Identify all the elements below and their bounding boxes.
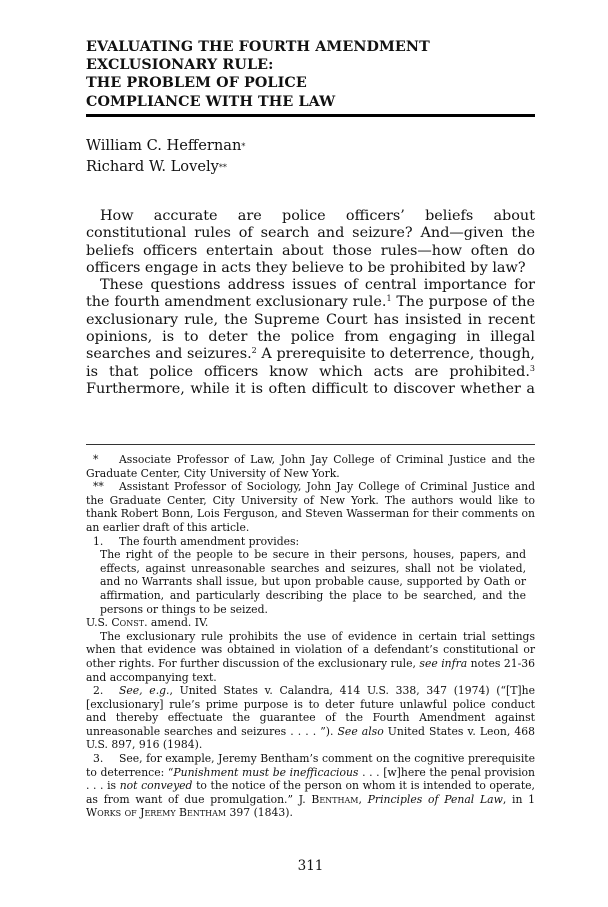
title-line: EXCLUSIONARY RULE: xyxy=(86,57,274,74)
footnote-mark: * xyxy=(93,453,99,466)
footnote-author-2 xyxy=(86,480,535,534)
footnote-text: . . . [w]here the penal provision . . . is xyxy=(86,765,536,793)
footnote-mark: 2. xyxy=(93,684,104,698)
author-name: Richard W. Lovely xyxy=(86,158,219,175)
footnote-author-1 xyxy=(86,453,535,480)
footnote-text: 397 (1843). xyxy=(226,806,293,820)
footnote-1 xyxy=(86,535,535,549)
paragraph-text: These questions address issues of central importance for the fourth amendment exclusionary rule. xyxy=(86,277,535,311)
footnote-text: notes 21-36 and accompanying text. xyxy=(86,656,535,684)
footnote-divider xyxy=(86,444,535,445)
author-list xyxy=(86,136,245,178)
citation xyxy=(86,616,535,630)
footnote-mark: 1. xyxy=(93,534,104,548)
citation-text: . amend. IV. xyxy=(144,616,209,630)
author xyxy=(86,157,245,178)
footnote-mark: 3. xyxy=(93,752,104,766)
footnote-ref[interactable]: 1 xyxy=(386,294,392,304)
block-quote: The right of the people to be secure in their persons, houses, papers, and effects, against unreasonable searches and seizures, shall not be violated, and no Warrants shall issue, but upon probable cause, supported by Oath or affirmation, and particularly describing the place to be searched, and the persons or things to be seized. xyxy=(100,548,526,616)
title-line: COMPLIANCE WITH THE LAW xyxy=(86,93,336,110)
author xyxy=(86,136,245,157)
author-footnote-mark: ** xyxy=(218,163,227,172)
paragraph-text: A prerequisite to deterrence, though, is that police officers know which acts are prohibited. xyxy=(86,346,535,380)
footnote-italic: see infra xyxy=(419,656,468,670)
footnote-text: The exclusionary rule prohibits the use of evidence in certain trial settings when that evidence was obtained in violation of a defendant’s constitutional or other rights. For further discussion of the exclusionary rule, xyxy=(86,629,535,670)
footnote-ref[interactable]: 2 xyxy=(251,346,257,356)
citation-text: U.S. xyxy=(86,616,112,630)
footnote-text: , United States v. Calandra, 414 U.S. 338, 347 (1974) (“[T]he [exclusionary] rule’s prime purpose is to deter future unlawful police conduct and thereby effectuate the guarantee of the Fourth Amendment against unreasonable searches and seizures . . . . ”). xyxy=(86,684,535,738)
footnote-italic: not conveyed xyxy=(119,779,193,793)
footnote-text: United States v. Leon, 468 U.S. 897, 916 (1984). xyxy=(86,724,535,752)
footnote-text: Assistant Professor of Sociology, John Jay College of Criminal Justice and the Graduate Center, City University of New York. The authors would like to thank Robert Bonn, Lois Ferguson, and Steven Wasserman for their comments on an earlier draft of this article. xyxy=(86,480,535,534)
title-line: EVALUATING THE FOURTH AMENDMENT xyxy=(86,39,430,55)
author-name: William C. Heffernan xyxy=(86,137,242,154)
footnote-italic: Principles of Penal Law xyxy=(367,792,503,806)
title-line: THE PROBLEM OF POLICE xyxy=(86,75,307,92)
title-divider xyxy=(86,114,535,117)
paragraph: How accurate are police officers’ beliefs about constitutional rules of search and seizure? And—given the beliefs officers entertain about those rules—how often do officers engage in acts they believe to be prohibited by law? xyxy=(86,208,535,276)
article-title xyxy=(86,38,537,111)
footnote-1-continued xyxy=(86,630,535,684)
footnote-text: to the notice of the person on whom it is intended to operate, as from want of due promulgation.” J. xyxy=(86,779,535,806)
footnotes xyxy=(86,453,535,820)
footnote-ref[interactable]: 3 xyxy=(529,363,535,373)
body-text xyxy=(86,208,535,398)
footnote-mark: ** xyxy=(93,480,104,494)
footnote-text: Associate Professor of Law, John Jay College of Criminal Justice and the Graduate Center, City University of New York. xyxy=(86,453,535,480)
author-footnote-mark: * xyxy=(241,142,246,151)
footnote-italic: See, e.g. xyxy=(119,684,170,698)
footnote-text: , xyxy=(358,792,368,806)
footnote-italic: Punishment must be inefficacious xyxy=(173,765,359,779)
paragraph-text: The purpose of the exclusionary rule, the Supreme Court has insisted in recent opinions, is to deter the police from engaging in illegal searches and seizures. xyxy=(86,294,535,363)
footnote-smallcaps: Works of Jeremy Bentham xyxy=(86,806,227,820)
footnote-smallcaps: Bentham xyxy=(311,792,359,806)
paragraph-text: Furthermore, while it is often difficult to discover whether a xyxy=(86,380,535,397)
footnote-text: The fourth amendment provides: xyxy=(119,534,300,548)
footnote-text: See, for example, Jeremy Bentham’s comment on the cognitive prerequisite to deterrence: “ xyxy=(86,752,535,779)
footnote-3 xyxy=(86,752,535,820)
footnote-italic: See also xyxy=(337,724,384,738)
footnote-text: , in 1 xyxy=(502,792,535,806)
footnote-2 xyxy=(86,684,535,752)
citation-smallcaps: Const xyxy=(111,616,145,630)
paragraph xyxy=(86,277,535,398)
page-number: 311 xyxy=(297,858,324,874)
